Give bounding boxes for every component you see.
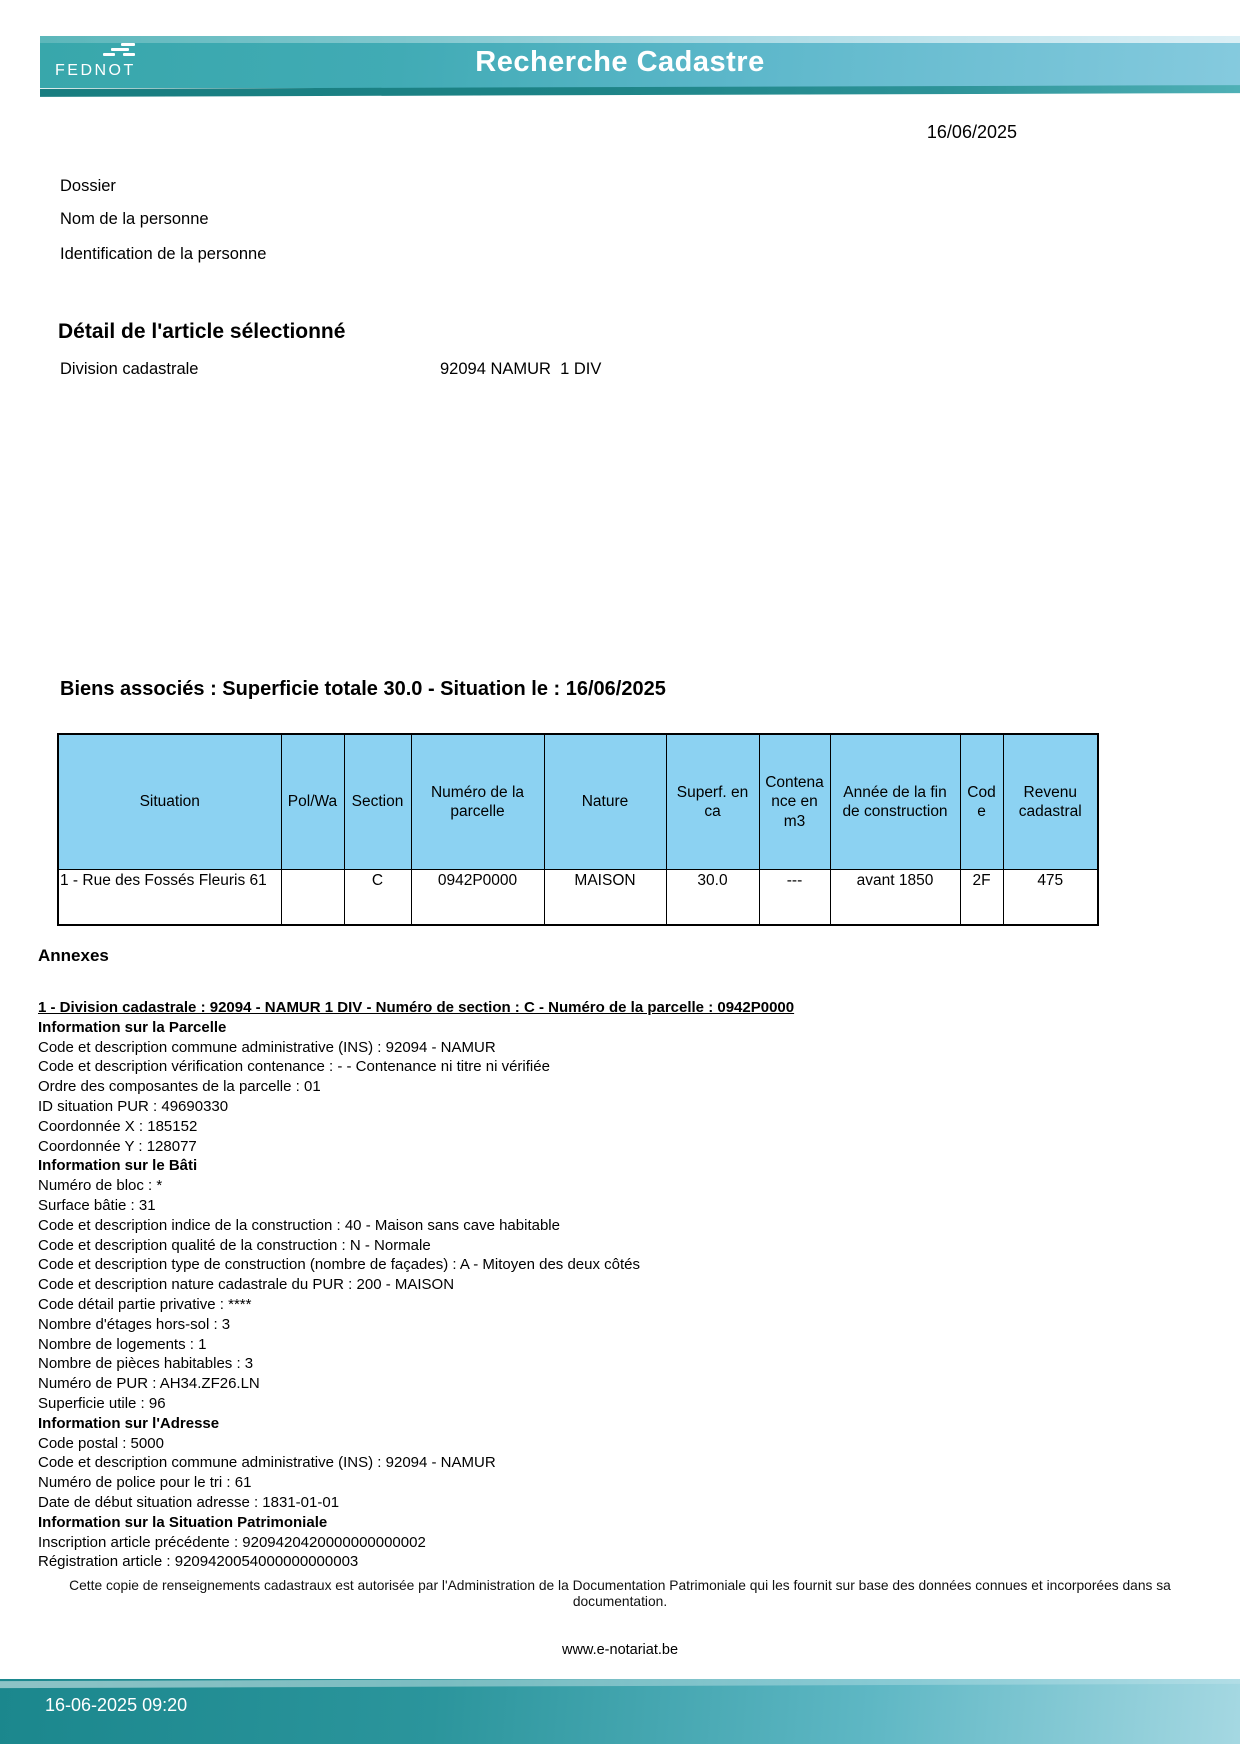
annex-line: Code et description commune administrative (INS) : 92094 - NAMUR xyxy=(38,1454,496,1472)
col-nature: Nature xyxy=(544,734,666,870)
annex-line: Superficie utile : 96 xyxy=(38,1394,166,1412)
col-numero-parcelle: Numéro de la parcelle xyxy=(411,734,544,870)
footer-timestamp: 16-06-2025 09:20 xyxy=(45,1695,188,1715)
col-annee-construction: Année de la fin de construction xyxy=(830,734,960,870)
col-situation: Situation xyxy=(58,734,281,870)
annexes-heading: Annexes xyxy=(38,946,109,965)
cell-superf: 30.0 xyxy=(666,870,759,926)
detail-section-heading: Détail de l'article sélectionné xyxy=(58,320,346,343)
footer-bar xyxy=(0,1679,1240,1744)
legal-notice: Cette copie de renseignements cadastraux est autorisée par l'Administration de la Documentation Patrimoniale qui les fournit sur base des données connues et incorporées dans sa documentation. xyxy=(69,1578,1171,1609)
annex-line: Numéro de PUR : AH34.ZF26.LN xyxy=(38,1375,260,1393)
annex-line: Surface bâtie : 31 xyxy=(38,1196,156,1214)
table-header-row xyxy=(58,734,1098,870)
annex-line: ID situation PUR : 49690330 xyxy=(38,1097,229,1115)
col-superf: Superf. en ca xyxy=(666,734,759,870)
document-date: 16/06/2025 xyxy=(926,122,1017,142)
annex-section-parcelle: Information sur la Parcelle xyxy=(38,1018,227,1036)
annex-parcel-title: 1 - Division cadastrale : 92094 - NAMUR 1 DIV - Numéro de section : C - Numéro de la parcelle : 0942P0000 xyxy=(38,999,795,1016)
website-link: www.e-notariat.be xyxy=(561,1642,679,1658)
annexes-block xyxy=(38,998,1200,1572)
cell-nature: MAISON xyxy=(544,870,666,926)
cell-numero-parcelle: 0942P0000 xyxy=(411,870,544,926)
col-code: Code xyxy=(960,734,1003,870)
annex-section-adresse: Information sur l'Adresse xyxy=(38,1414,220,1432)
annex-line: Coordonnée X : 185152 xyxy=(38,1117,198,1135)
annex-line: Code détail partie privative : **** xyxy=(38,1295,252,1313)
annex-line: Inscription article précédente : 9209420420000000000002 xyxy=(38,1533,426,1551)
annex-line: Date de début situation adresse : 1831-01-01 xyxy=(38,1493,340,1511)
dossier-label: Dossier xyxy=(60,177,116,195)
annex-line: Nombre de pièces habitables : 3 xyxy=(38,1355,254,1373)
cell-pol-wa xyxy=(281,870,344,926)
annex-line: Ordre des composantes de la parcelle : 01 xyxy=(38,1078,321,1096)
col-revenu-cadastral: Revenu cadastral xyxy=(1003,734,1098,870)
annex-line: Nombre de logements : 1 xyxy=(38,1335,207,1353)
annex-line: Code et description qualité de la construction : N - Normale xyxy=(38,1236,431,1254)
cell-annee-construction: avant 1850 xyxy=(830,870,960,926)
annex-section-situation-patrimoniale: Information sur la Situation Patrimoniale xyxy=(38,1513,328,1531)
table-row xyxy=(58,870,1098,926)
cell-section: C xyxy=(344,870,411,926)
person-name-label: Nom de la personne xyxy=(60,210,209,228)
annex-line: Numéro de bloc : * xyxy=(38,1177,163,1195)
annex-line: Numéro de police pour le tri : 61 xyxy=(38,1474,252,1492)
annex-line: Code et description type de construction (nombre de façades) : A - Mitoyen des deux côtés xyxy=(38,1256,640,1274)
division-cadastrale-label: Division cadastrale xyxy=(60,360,199,378)
person-identification-label: Identification de la personne xyxy=(60,245,267,263)
annex-line: Code et description vérification contenance : - - Contenance ni titre ni vérifiée xyxy=(38,1058,550,1076)
division-cadastrale-value: 92094 NAMUR 1 DIV xyxy=(440,360,602,378)
cell-contenance: --- xyxy=(759,870,830,926)
annex-section-bati: Information sur le Bâti xyxy=(38,1157,198,1175)
page-title: Recherche Cadastre xyxy=(475,46,765,78)
col-contenance: Contenance en m3 xyxy=(759,734,830,870)
cell-code: 2F xyxy=(960,870,1003,926)
annex-line: Nombre d'étages hors-sol : 3 xyxy=(38,1315,231,1333)
annex-line: Régistration article : 9209420054000000000003 xyxy=(38,1553,359,1571)
annex-line: Code et description commune administrative (INS) : 92094 - NAMUR xyxy=(38,1038,496,1056)
biens-table xyxy=(57,733,1099,926)
cell-revenu-cadastral: 475 xyxy=(1003,870,1098,926)
biens-associes-heading: Biens associés : Superficie totale 30.0 - Situation le : 16/06/2025 xyxy=(60,678,666,700)
fednot-logo-text: FEDNOT xyxy=(55,62,136,79)
cell-situation: 1 - Rue des Fossés Fleuris 61 xyxy=(58,870,281,926)
col-pol-wa: Pol/Wa xyxy=(281,734,344,870)
col-section: Section xyxy=(344,734,411,870)
annex-line: Coordonnée Y : 128077 xyxy=(38,1137,197,1155)
annex-line: Code et description indice de la construction : 40 - Maison sans cave habitable xyxy=(38,1216,560,1234)
annex-line: Code postal : 5000 xyxy=(38,1434,164,1452)
annex-line: Code et description nature cadastrale du PUR : 200 - MAISON xyxy=(38,1276,455,1294)
